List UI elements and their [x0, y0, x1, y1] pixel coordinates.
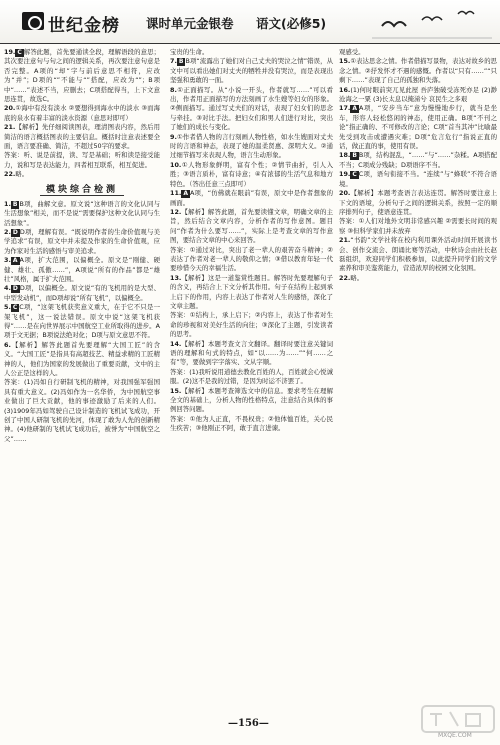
- question-number: 9.: [170, 132, 177, 141]
- answer-choice-badge: A: [352, 105, 357, 113]
- answer-choice-badge: D: [12, 285, 18, 293]
- answer-choice-badge: C: [12, 304, 18, 312]
- birds-decoration-icon: [372, 6, 492, 40]
- answer-text: B项，曲解文意。原文说“这种语言的文化认同与生活想象”相关，而不是说“需要保护这种文化认同与生活想象”。: [4, 199, 160, 227]
- answer-text: 答案：听、说是前提，读、写是基础；听和读是接受能力，说和写是表达能力，四者相互联系，相互促进。: [4, 151, 160, 169]
- answer-paragraph: [4, 378, 160, 444]
- answer-paragraph: [170, 133, 333, 161]
- answer-paragraph: [339, 86, 497, 105]
- answer-column-3: [339, 48, 497, 710]
- answer-text: 【解析】这是一道鉴赏性题目。解答时先要理解句子的含义，再结合上下文分析其作用。句子在结构上起到承上启下的作用，内容上表达了作者对人生的感悟，深化了文章主题。: [170, 273, 333, 310]
- question-number: 20.: [4, 104, 16, 113]
- answer-paragraph: [170, 274, 333, 312]
- answer-paragraph: [339, 217, 497, 236]
- answer-text: ①人物形象鲜明，富有个性；②情节曲折，引人入胜；③语言质朴，富有诗意；④有浓郁的生活气息和地方特色。（答出任意三点即可）: [170, 160, 333, 188]
- answer-paragraph: [4, 48, 160, 104]
- question-number: 7.: [170, 57, 177, 66]
- section-heading-text: 模块综合检测: [40, 185, 124, 196]
- question-number: 11.: [170, 189, 182, 198]
- question-number: 21.: [339, 236, 351, 245]
- answer-paragraph: [170, 208, 333, 246]
- answer-text: 答案：①他为人正直，不畏权贵；②他体恤百姓，关心民生疾苦；③他刚正不阿，敢于直言进谏。: [170, 414, 333, 433]
- answer-paragraph: [4, 104, 160, 123]
- answer-text: 宝贵的生命。: [170, 48, 209, 56]
- answer-paragraph: [170, 340, 333, 368]
- answer-text: ①海中有没有淡水 ②要想得到海水中的淡水 ③而海底的泉水有着丰富的淡水资源（意思对即可）: [4, 104, 160, 122]
- answer-paragraph: [170, 415, 333, 434]
- question-number: 20.: [339, 189, 351, 198]
- answer-paragraph: [339, 274, 497, 283]
- question-number: 4.: [4, 284, 11, 293]
- answer-text: 观感受。: [339, 48, 365, 56]
- answer-text: B项，结构混乱，“……”与“……”杂糅。A项搭配不当；C项成分残缺；D项语序不当。: [339, 151, 497, 169]
- answer-text: B项“流露出了她们对自己丈夫的哭泣之情”错误，从文中可以看出她们对丈夫的牺牲并没有哭泣，而是表现出坚强和勇敢的一面。: [170, 57, 333, 85]
- answer-choice-badge: C: [17, 49, 22, 56]
- answer-text: A项，扩大范围，以偏概全。原文是“刚健、硬健、雄壮、孤傲……”，A项说“所有的作品”都是“雄壮”风格，属于扩大范围。: [4, 256, 160, 283]
- answer-text: ①作者借人物的言行刻画人物性格，如水生嫂面对丈夫时的言语和神态，表现了她的温柔贤惠、深明大义。②通过细节描写来表现人物，语言生动形象。: [170, 132, 333, 160]
- answer-text: A项，“仿佛就在眼前”有误，原文中是作者想象的画面。: [170, 189, 333, 207]
- subject-title: 语文(必修5): [256, 16, 327, 31]
- answer-column-2: [170, 48, 333, 710]
- answer-text: 答案：①人们对地外文明非常感兴趣 ②需要长时间的观察 ③但科学家们并未放弃: [339, 217, 497, 235]
- answer-paragraph: [170, 86, 333, 133]
- question-number: 2.: [4, 227, 11, 236]
- question-number: 3.: [4, 256, 11, 265]
- question-number: 13.: [170, 273, 182, 282]
- answer-text: 答案：(1)我听说用道德去教化百姓的人，百姓就会心悦诚服。(2)这不是我的过错，是因为时运不济罢了。: [170, 367, 333, 386]
- question-number: 6.: [4, 340, 11, 349]
- question-number: 19.: [4, 48, 16, 56]
- answer-paragraph: [339, 236, 497, 274]
- answer-paragraph: [4, 123, 160, 151]
- answer-text: 【解析】本题考查筛选文中的信息。要求考生在理解全文的基础上，分析人物的性格特点，注意结合具体的事例回答问题。: [170, 386, 333, 414]
- answer-paragraph: [170, 57, 333, 85]
- question-number: 14.: [170, 339, 182, 348]
- question-number: 18.: [339, 151, 351, 160]
- answer-paragraph: [339, 170, 497, 189]
- question-number: 15.: [170, 386, 182, 395]
- question-number: 8.: [170, 85, 177, 94]
- answer-text: 【解析】先仔细阅读图表，理清图表内容，然后用简洁的语言概括图表的主要信息。概括时注意表述要全面，语言要准确、简洁，不超过50字的要求。: [4, 123, 160, 151]
- question-number: 21.: [4, 123, 16, 132]
- answer-paragraph: [4, 256, 160, 284]
- answer-text: C项，“这架飞机获奖意义重大，在于它不只是一架飞机”，这一说法错误。原文中说“这架飞机获得”……是在向世界展示中国航空工业所取得的进步。A项于文无据；B项说法绝对化；D项与原文意思不符。: [4, 303, 160, 340]
- question-number: 1.: [4, 199, 11, 208]
- answer-text: 【解析】本题考查文言文翻译。翻译时要注意关键词语的理解和句式的特点，如“以……为……”“何……之有”等，要做到字字落实、文从字顺。: [170, 339, 333, 367]
- answer-text: 【解析】解答此题首先要理解“大国工匠”的含义。“大国工匠”是指具有高超技艺、精益求精的工匠精神的人，他们为国家的发展做出了重要贡献，文中的主人公正是这样的人。: [4, 340, 160, 377]
- answer-choice-badge: B: [12, 200, 18, 208]
- answer-text: 答案：①通过对比，突出了老一辈人的艰苦奋斗精神；②表达了作者对老一辈人的敬仰之情；③借以教育年轻一代要珍惜今天的幸福生活。: [170, 245, 333, 273]
- answer-paragraph: [170, 246, 333, 274]
- answer-paragraph: [4, 284, 160, 303]
- answer-choice-badge: A: [12, 257, 18, 265]
- answer-paragraph: [4, 303, 160, 341]
- question-number: 15.: [339, 57, 351, 66]
- question-number: 5.: [4, 303, 11, 312]
- answer-paragraph: [339, 57, 497, 85]
- answer-paragraph: [339, 151, 497, 170]
- answer-choice-badge: C: [352, 171, 357, 179]
- question-number: 22.: [4, 170, 16, 179]
- answer-text: 【解析】本题考查语言表达连贯。解答时要注意上下文的语境，分析句子之间的逻辑关系，按照一定的顺序排列句子，使语意连贯。: [339, 189, 497, 216]
- answer-paragraph: [339, 189, 497, 217]
- answer-text: 答案：①结构上，承上启下；②内容上，表达了作者对生命的珍视和对美好生活的向往；③深化了主题，引发读者的思考。: [170, 311, 333, 339]
- answer-text: 略。: [350, 273, 364, 282]
- answer-paragraph: [170, 161, 333, 189]
- question-number: 19.: [339, 170, 351, 179]
- question-number: 17.: [339, 104, 351, 113]
- page-number: —156—: [228, 718, 269, 729]
- brand-title: 世纪金榜: [48, 16, 120, 36]
- answer-text: 解答此题，首先要通读全段，理解语段的意思；其次要注意句与句之间的逻辑关系，再次要注意句意是否完整。A项的“却”字与前后意思不相符，应改为“并”；D项的“”不能与“”搭配，应改为“”；B项中“……”表述不当，应删去；C项搭配得当，上下文意思连贯，故选C。: [4, 48, 160, 104]
- answer-text: D项，以偏概全。原文说“有的飞机用的是大型、中型发动机”，而D项却说“所有飞机”，以偏概全。: [4, 284, 160, 302]
- answer-text: ①表达思念之情。作者借描写景物，表达对故乡的思念之情。②抒发怀才不遇的感慨。作者以“只有……”“只剩下……”表现了自己的孤独和失落。: [339, 57, 497, 85]
- answer-paragraph: [339, 104, 497, 151]
- series-title: 课时单元金银卷: [146, 16, 234, 31]
- answer-text: “书韵”文学社将在校内利用课外活动时间开展读书会、创作交流会、朗诵比赛等活动，中秋诗会由社长赵磊组织，欢迎同学们积极参加，以此提升同学们的文学素养和审美鉴赏能力，营造浓厚的校园文化氛围。: [339, 236, 497, 273]
- section-heading: [4, 183, 160, 197]
- answer-text: 答案：(1)冯如自行研制飞机的精神，对我国强军强国具有重大意义。(2)冯如作为一名华侨，为中国航空事业做出了巨大贡献，他的事迹激励了后来的人们。(3)1909年冯如驾驶自己设计制造的飞机试飞成功，开创了中国人研制飞机的先河，体现了敢为人先的创新精神。(4)他研制的飞机试飞成功后，被誉为“中国航空之父”……: [4, 378, 160, 443]
- answer-text: 略。: [15, 170, 29, 179]
- answer-choice-badge: D: [12, 228, 18, 236]
- question-number: 12.: [170, 207, 182, 216]
- answer-choice-badge: A: [183, 190, 188, 198]
- answer-paragraph: [4, 341, 160, 379]
- answer-text: (1)何时眼前突兀见此屋 吾庐独破受冻死亦足 (2)渺沧海之一粟 (3)长太息以掩涕兮 哀民生之多艰: [339, 85, 497, 104]
- answer-paragraph: [4, 200, 160, 228]
- answer-paragraph: [4, 170, 160, 179]
- question-number: 10.: [170, 160, 182, 169]
- question-number: 16.: [339, 85, 351, 94]
- question-number: 22.: [339, 273, 351, 282]
- answer-paragraph: [170, 189, 333, 208]
- answer-paragraph: [170, 311, 333, 339]
- answer-paragraph: [339, 48, 497, 57]
- answer-paragraph: [4, 151, 160, 170]
- answer-column-1: [4, 48, 160, 710]
- answer-text: D项，理解有误。“既说明作者的生命价值观与美学追求”有误，原文中并未提及作家的生命价值观，应为作家对生活的感悟与审美追求。: [4, 227, 160, 255]
- brand-logo-icon: [22, 12, 44, 30]
- answer-paragraph: [170, 387, 333, 415]
- answer-paragraph: [170, 48, 333, 57]
- answer-paragraph: [170, 368, 333, 387]
- watermark-text: MXQE.COM: [438, 732, 472, 739]
- answer-text: C项，语句衔接不当。“连续”与“蜂联”不符合语境。: [339, 170, 497, 188]
- answer-text: 【解析】解答此题，首先要读懂文章，明确文章的主旨，然后结合文章内容，分析作者的写作意图。题目问“作者为什么要写……”，实际上是考查文章的写作意图，要结合文章的中心来回答。: [170, 207, 333, 245]
- answer-text: ①正面描写。从“小说一开头，作者就写……”可以看出，作者用正面描写的方法刻画了水生嫂等妇女的形象。②侧面描写。通过写丈夫们的对话，表现了妇女们的思念与牵挂。③对比手法。把妇女们和男人们进行对比，突出了她们的成长与变化。: [170, 85, 333, 132]
- answer-paragraph: [4, 228, 160, 256]
- answer-choice-badge: B: [178, 58, 184, 66]
- page-header: [0, 0, 500, 44]
- answer-choice-badge: B: [352, 152, 357, 160]
- answer-text: A项，“安步当车”意为慢慢地步行，就当是坐车，形容人轻松悠闲的神态，使用正确。B项“不刊之论”指正确的、不可修改的言论；C项“首当其冲”比喻最先受到攻击或遭遇灾难；D项“危言危行”指说正直的话，做正直的事，使用有误。: [339, 104, 497, 151]
